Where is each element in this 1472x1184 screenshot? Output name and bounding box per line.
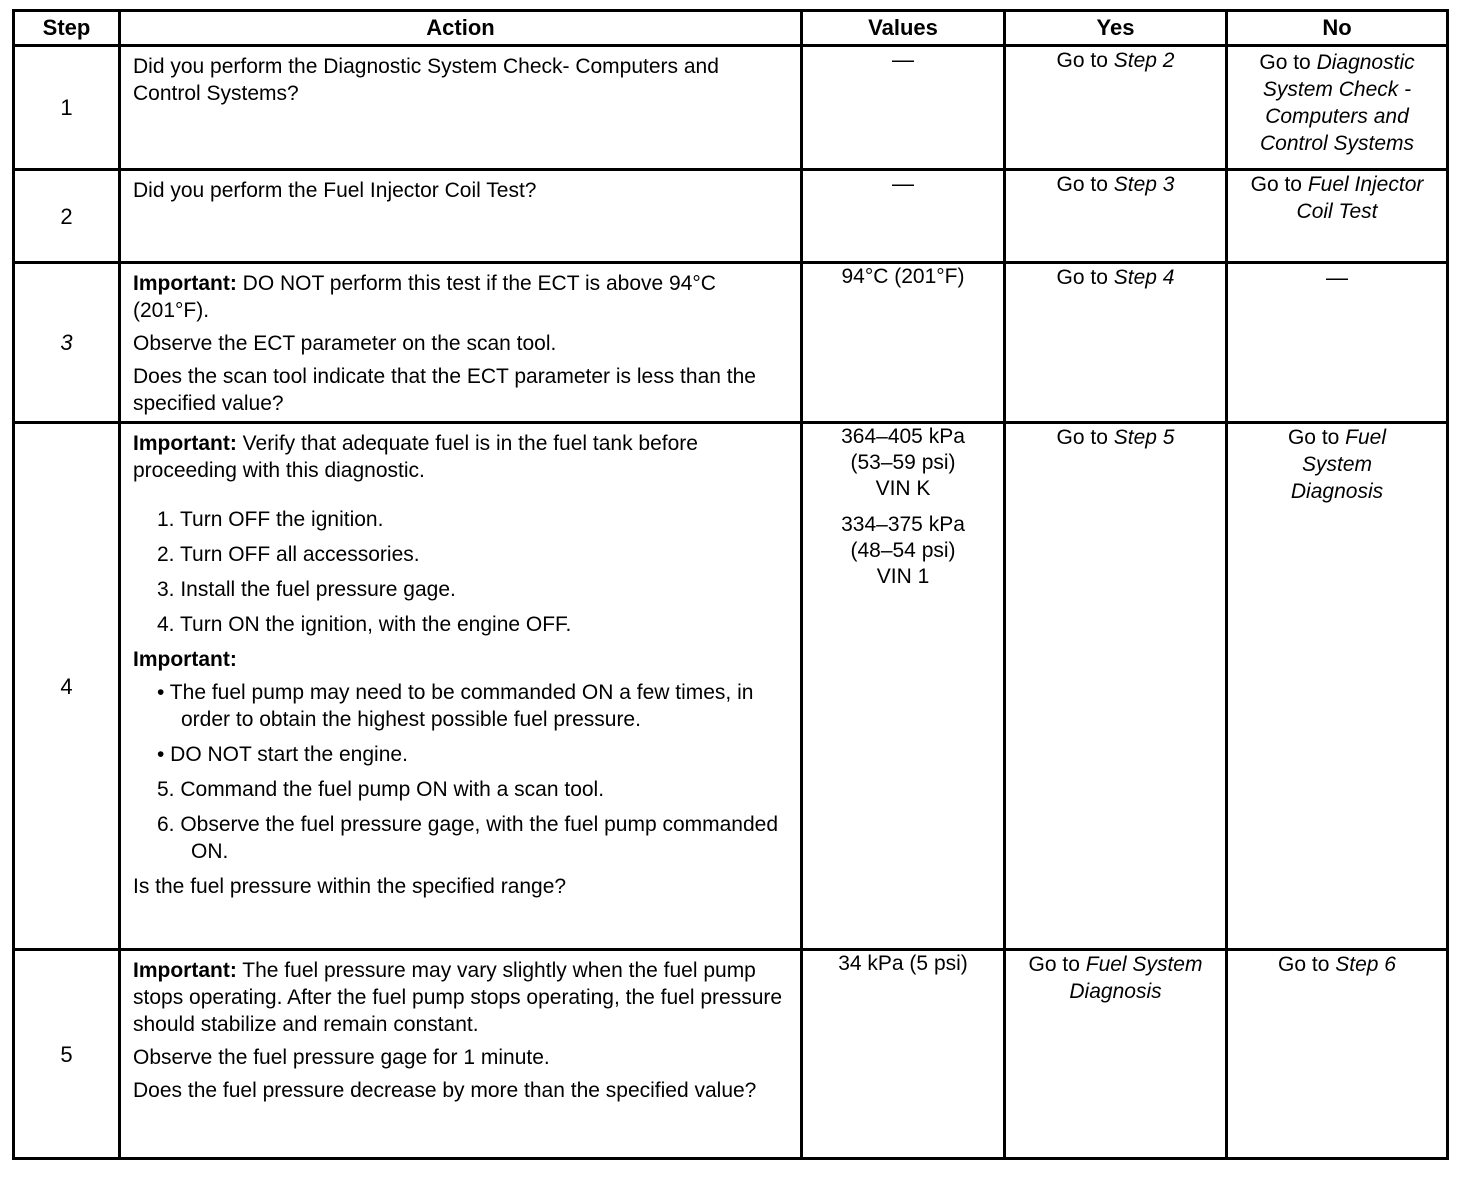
no-prefix: Go to	[1278, 953, 1336, 976]
yes-link[interactable]: Fuel System Diagnosis	[1069, 953, 1203, 1003]
step-number: 5	[60, 1041, 73, 1067]
header-no: No	[1227, 11, 1448, 46]
header-row	[14, 11, 1448, 46]
important-text: DO NOT perform this test if the ECT is above 94°C (201°F).	[133, 272, 716, 322]
values-text: 94°C (201°F)	[841, 265, 965, 288]
action-text: Did you perform the Diagnostic System Check- Computers and Control Systems?	[133, 55, 719, 105]
yes-link[interactable]: Step 3	[1113, 173, 1175, 196]
yes-cell[interactable]	[1006, 264, 1225, 295]
value-group-vin-1	[841, 512, 965, 590]
no-prefix: Go to	[1259, 51, 1317, 74]
values-text: VIN K	[875, 477, 931, 500]
action-text: Observe the fuel pressure gage for 1 minute.	[133, 1046, 550, 1069]
procedure-list	[133, 776, 792, 865]
values-text: 34 kPa (5 psi)	[838, 952, 968, 975]
bullet-list	[133, 679, 792, 768]
yes-cell[interactable]	[1006, 47, 1225, 78]
list-item: • DO NOT start the engine.	[157, 743, 408, 766]
list-item: 6. Observe the fuel pressure gage, with the fuel pump commanded ON.	[157, 813, 779, 863]
yes-prefix: Go to	[1056, 173, 1114, 196]
header-action: Action	[120, 11, 802, 46]
header-values: Values	[802, 11, 1005, 46]
diagnostic-table	[12, 9, 1449, 1160]
no-prefix: Go to	[1250, 173, 1308, 196]
step-number: 1	[60, 95, 73, 120]
step-number: 4	[60, 673, 73, 699]
step-number: 3	[60, 330, 73, 355]
important-text: The fuel pressure may vary slightly when the fuel pump stops operating. After the fuel pump stops operating, the fuel pressure should stabilize and remain constant.	[133, 959, 783, 1036]
no-link[interactable]: Step 6	[1335, 953, 1396, 976]
step-number: 2	[60, 203, 73, 229]
table-row	[14, 263, 1448, 423]
values-cell	[803, 171, 1003, 197]
list-item: 3. Install the fuel pressure gage.	[157, 578, 456, 601]
yes-prefix: Go to	[1056, 49, 1114, 72]
yes-prefix: Go to	[1028, 953, 1086, 976]
yes-cell[interactable]	[1006, 424, 1225, 455]
action-cell	[121, 171, 800, 214]
no-text: —	[1326, 265, 1348, 290]
no-cell[interactable]	[1228, 951, 1446, 982]
table-row	[14, 170, 1448, 263]
no-cell[interactable]	[1228, 424, 1446, 539]
no-prefix: Go to	[1287, 426, 1346, 449]
action-question: Is the fuel pressure within the specified range?	[133, 875, 567, 898]
yes-prefix: Go to	[1056, 266, 1114, 289]
yes-cell[interactable]	[1006, 951, 1225, 1035]
values-cell	[803, 264, 1003, 290]
action-question: Does the scan tool indicate that the ECT parameter is less than the specified value?	[133, 365, 756, 415]
list-item: 1. Turn OFF the ignition.	[157, 508, 384, 531]
table-row	[14, 950, 1448, 1159]
values-text: —	[892, 171, 914, 196]
yes-prefix: Go to	[1056, 426, 1114, 449]
important-label: Important:	[133, 959, 237, 982]
no-cell[interactable]	[1228, 47, 1446, 161]
table-row	[14, 423, 1448, 950]
table-row	[14, 46, 1448, 170]
important-label: Important:	[133, 272, 237, 295]
action-cell	[121, 951, 800, 1108]
values-text: (53–59 psi)	[850, 451, 956, 474]
action-question: Does the fuel pressure decrease by more than the specified value?	[133, 1079, 757, 1102]
yes-link[interactable]: Step 5	[1113, 426, 1175, 449]
action-text: Did you perform the Fuel Injector Coil Test?	[133, 179, 537, 202]
yes-link[interactable]: Step 2	[1113, 49, 1175, 72]
yes-link[interactable]: Step 4	[1113, 266, 1175, 289]
no-link[interactable]: Fuel System Diagnosis	[1290, 426, 1387, 503]
procedure-list	[133, 506, 792, 638]
values-text: VIN 1	[876, 565, 930, 588]
yes-cell[interactable]	[1006, 171, 1225, 202]
no-cell	[1228, 264, 1446, 295]
list-item: 2. Turn OFF all accessories.	[157, 543, 420, 566]
no-link[interactable]: Diagnostic System Check - Computers and Control Systems	[1259, 51, 1415, 155]
header-yes: Yes	[1005, 11, 1227, 46]
values-cell	[803, 47, 1003, 73]
action-cell	[121, 47, 800, 117]
list-item: 5. Command the fuel pump ON with a scan tool.	[157, 778, 605, 801]
action-cell	[121, 424, 800, 904]
values-text: —	[892, 47, 914, 72]
list-item: 4. Turn ON the ignition, with the engine OFF.	[157, 613, 572, 636]
no-cell[interactable]	[1228, 171, 1446, 229]
important-text: Verify that adequate fuel is in the fuel tank before proceeding with this diagnostic.	[133, 432, 698, 482]
values-cell	[803, 951, 1003, 977]
values-cell	[803, 424, 1003, 590]
values-text: 334–375 kPa	[841, 513, 965, 536]
values-text: (48–54 psi)	[850, 539, 956, 562]
no-link[interactable]: Fuel Injector Coil Test	[1296, 173, 1424, 223]
list-item: • The fuel pump may need to be commanded ON a few times, in order to obtain the highest possible fuel pressure.	[157, 681, 754, 731]
header-step: Step	[14, 11, 120, 46]
important-label: Important:	[133, 432, 237, 455]
values-text: 364–405 kPa	[841, 425, 965, 448]
action-text: Observe the ECT parameter on the scan tool.	[133, 332, 557, 355]
value-group-vin-k	[841, 424, 965, 502]
important-label: Important:	[133, 648, 237, 671]
action-cell	[121, 264, 800, 421]
